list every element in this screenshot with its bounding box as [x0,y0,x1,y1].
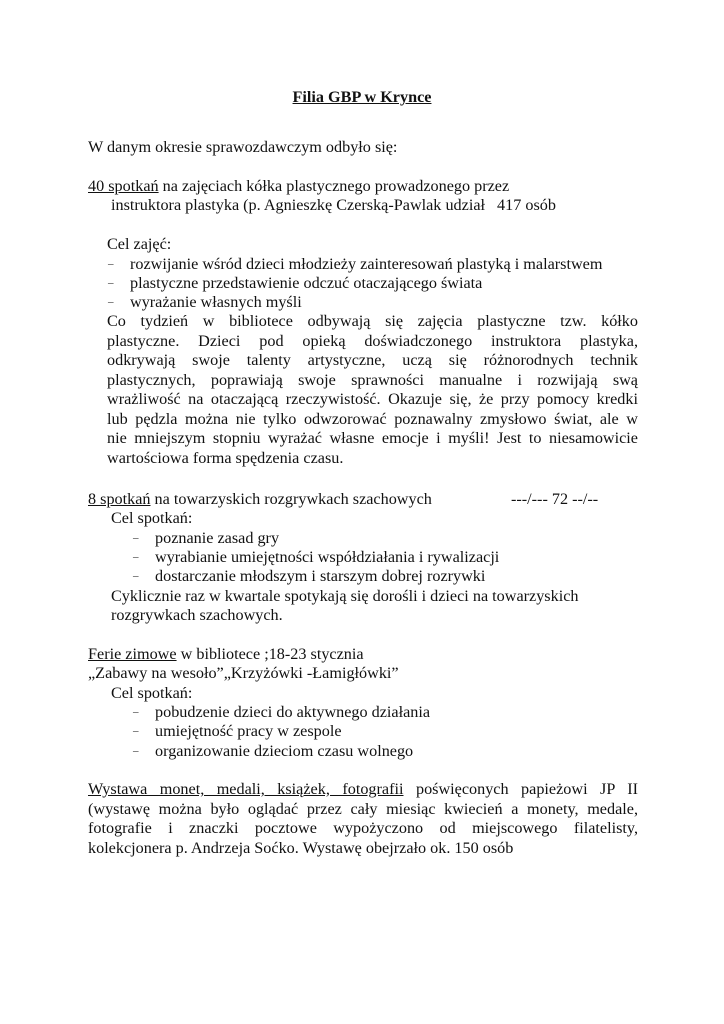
exhibition-link: Wystawa monet, medali, książek, fotografii [88,780,404,798]
chess-desc-2: rozgrywkach szachowych. [111,606,283,624]
art-count-link: 40 spotkań [88,177,159,195]
section-art-heading [88,177,509,197]
art-goal-3: wyrażanie własnych myśli [130,293,302,311]
section-winter-heading: Ferie zimowe w bibliotece ;18-23 stycznia [88,645,364,663]
chess-goal-2: wyrabianie umiejętności współdziałania i rywalizacji [155,548,500,566]
bullet-dash: – [133,570,139,582]
bullet-dash: – [108,258,114,270]
art-line1: na zajęciach kółka plastycznego prowadzonego przez [158,177,510,195]
bullet-dash: – [133,725,139,737]
art-description: Co tydzień w bibliotece odbywają się zajęcia plastyczne tzw. kółko plastyczne. Dzieci pod opieką doświadczonego instruktora plastyka, odkrywają swoje talenty artystyczne, uczą się różnorodnych technik plastycznych, poprawiają swoje sprawności manualne i rozwijają swą wrażliwość na otaczającą rzeczywistość. Okazuje się, że przy pomocy kredki lub pędzla można nie tylko odwzorować poznawalny zmysłowo świat, ale w nie mniejszym stopniu wyrażać własne emocje i myśli! Jest to niesamowicie wartościowa forma spędzenia czasu. [107,312,638,467]
bullet-dash: – [133,745,139,757]
art-goal-heading: Cel zajęć: [107,235,172,253]
bullet-dash: – [108,296,114,308]
document-title: Filia GBP w Krynce [292,88,432,106]
bullet-dash: – [133,551,139,563]
winter-goal-2: umiejętność pracy w zespole [155,722,342,740]
intro-text: W danym okresie sprawozdawczym odbyło się: [88,138,398,156]
winter-titles: „Zabawy na wesoło”„Krzyżówki -Łamigłówki” [88,664,399,682]
winter-goal-heading: Cel spotkań: [111,684,193,702]
winter-holidays-link: Ferie zimowe [88,645,177,663]
chess-goal-heading: Cel spotkań: [111,509,193,527]
art-participants: 417 osób [497,196,556,214]
chess-stats: ---/--- 72 --/-- [511,490,599,508]
art-goal-1: rozwijanie wśród dzieci młodzieży zainteresowań plastyką i malarstwem [130,255,603,273]
chess-desc-1: Cyklicznie raz w kwartale spotykają się dorośli i dzieci na towarzyskich [111,587,579,605]
exhibition-paragraph: Wystawa monet, medali, książek, fotografii poświęconych papieżowi JP II (wystawę można było oglądać przez cały miesiąc kwiecień a monety, medale, fotografie i znaczki pocztowe wypożyczono od miejscowego filatelisty, kolekcjonera p. Andrzeja Soćko. Wystawę obejrzało ok. 150 osób [88,780,639,857]
art-goal-2: plastyczne przedstawienie odczuć otaczającego świata [130,274,483,292]
section-chess-heading: 8 spotkań na towarzyskich rozgrywkach szachowych [88,490,432,508]
bullet-dash: – [133,706,139,718]
chess-count-link: 8 spotkań [88,490,151,508]
bullet-dash: – [108,277,114,289]
art-line2: instruktora plastyka (p. Agnieszkę Czerską-Pawlak udział 417 osób [111,196,556,214]
bullet-dash: – [133,532,139,544]
chess-goal-1: poznanie zasad gry [155,529,280,547]
chess-goal-3: dostarczanie młodszym i starszym dobrej rozrywki [155,567,486,585]
winter-goal-1: pobudzenie dzieci do aktywnego działania [155,703,431,721]
winter-goal-3: organizowanie dzieciom czasu wolnego [155,742,414,760]
